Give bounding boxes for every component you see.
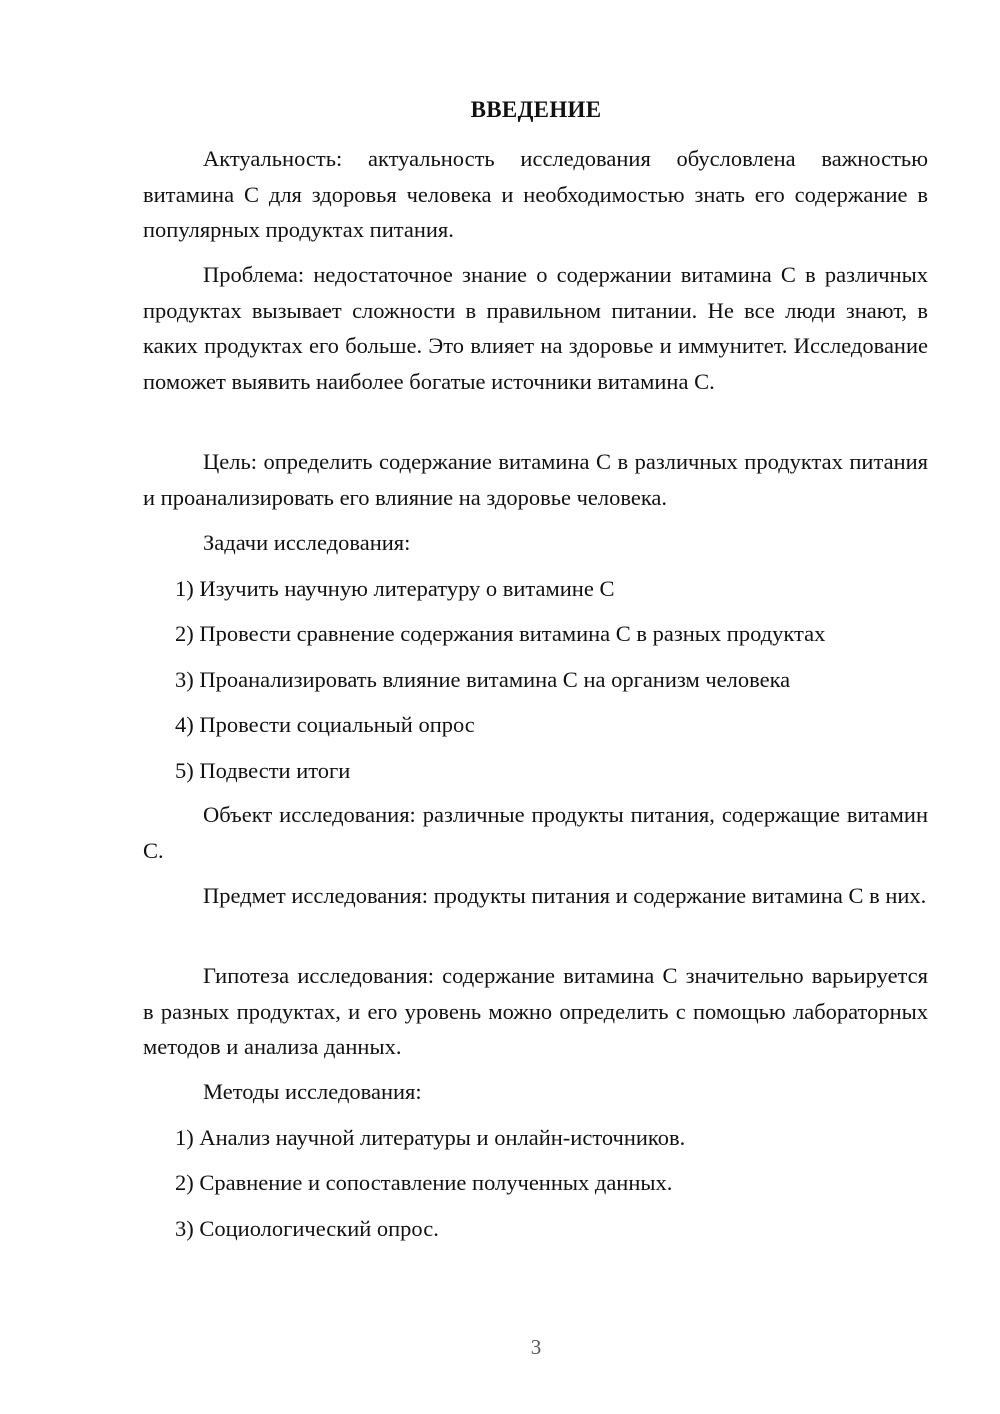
- method-item: 3) Социологический опрос.: [175, 1215, 439, 1241]
- tasks-title: Задачи исследования:: [203, 530, 411, 555]
- relevance-paragraph: Актуальность: актуальность исследования обусловлена важностью витамина С для здоровья человека и необходимостью знать его содержание в популярных продуктах питания.: [143, 146, 928, 242]
- subject-paragraph: Предмет исследования: продукты питания и содержание витамина С в них.: [203, 883, 927, 908]
- page-number: 3: [530, 1335, 542, 1359]
- goal-paragraph: Цель: определить содержание витамина С в различных продуктах питания и проанализировать его влияние на здоровье человека.: [143, 449, 928, 510]
- tasks-block: [143, 525, 928, 788]
- problem-paragraph-block: [143, 257, 928, 399]
- task-item: 4) Провести социальный опрос: [175, 712, 475, 737]
- subject-paragraph-block: [143, 878, 928, 914]
- task-item: 5) Подвести итоги: [175, 757, 351, 783]
- method-item: 1) Анализ научной литературы и онлайн-источников.: [175, 1124, 686, 1150]
- method-item: 2) Сравнение и сопоставление полученных данных.: [175, 1170, 673, 1195]
- hypothesis-paragraph: Гипотеза исследования: содержание витамина С значительно варьируется в разных продуктах, и его уровень можно определить с помощью лабораторных методов и анализа данных.: [143, 963, 928, 1059]
- task-item: 1) Изучить научную литературу о витамине С: [175, 575, 615, 601]
- problem-paragraph: Проблема: недостаточное знание о содержании витамина С в различных продуктах вызывает сложности в правильном питании. Не все люди знают, в каких продуктах его больше. Это влияет на здоровье и иммунитет. Исследование поможет выявить наиболее богатые источники витамина С.: [143, 262, 928, 394]
- task-item: 3) Проанализировать влияние витамина С на организм человека: [175, 666, 791, 692]
- task-item: 2) Провести сравнение содержания витамина С в разных продуктах: [175, 621, 826, 646]
- section-heading: ВВЕДЕНИЕ: [470, 97, 602, 122]
- methods-block: [143, 1074, 928, 1246]
- object-paragraph: Объект исследования: различные продукты питания, содержащие витамин С.: [143, 802, 928, 863]
- relevance-paragraph-block: [143, 141, 928, 248]
- object-paragraph-block: [143, 797, 928, 868]
- goal-paragraph-block: [143, 444, 928, 515]
- hypothesis-paragraph-block: [143, 958, 928, 1065]
- methods-title: Методы исследования:: [203, 1079, 422, 1104]
